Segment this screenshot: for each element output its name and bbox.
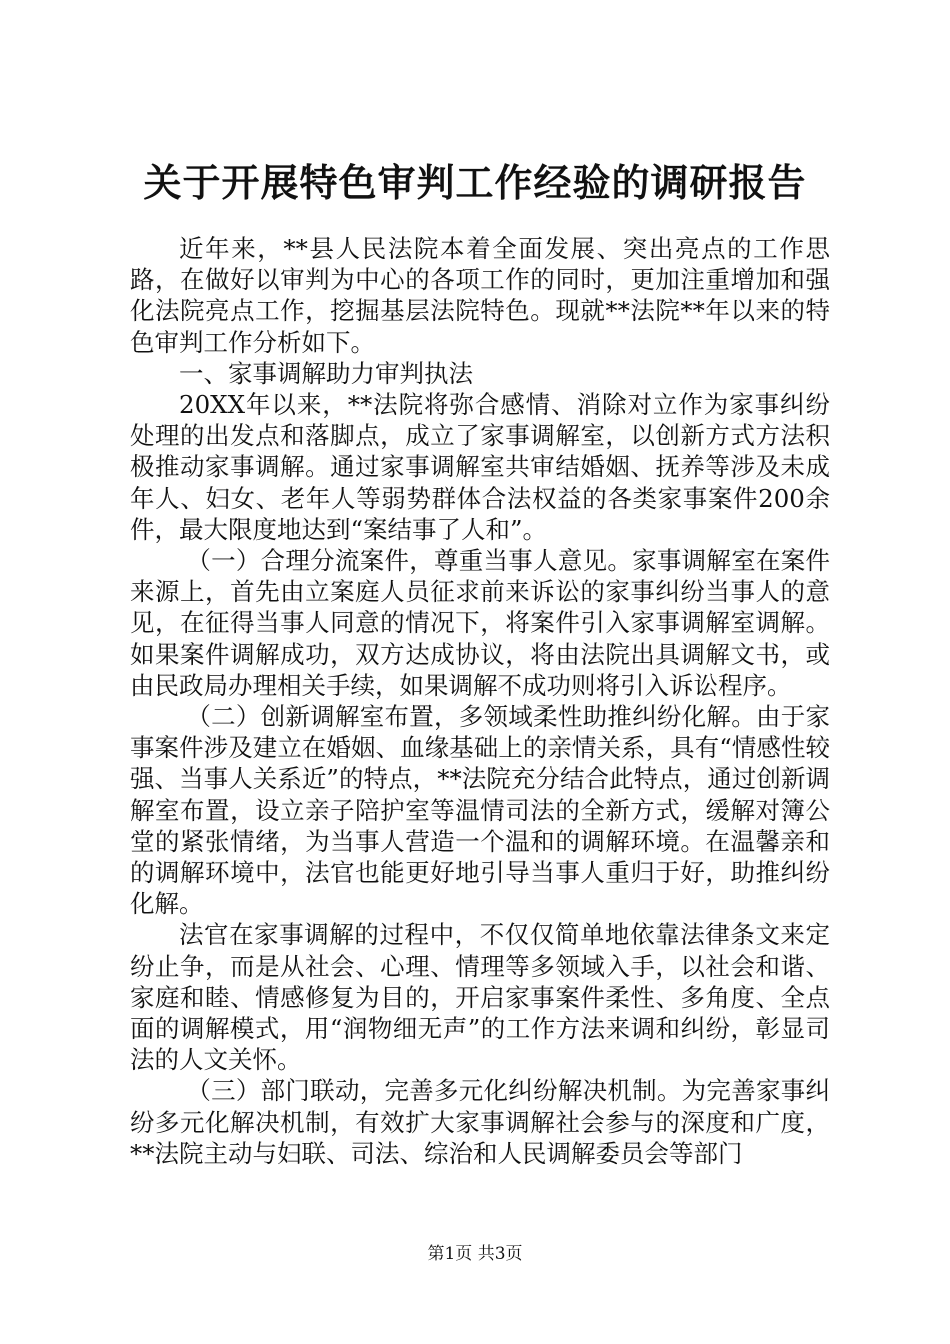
section-heading-1: 一、家事调解助力审判执法: [179, 358, 473, 388]
paragraph-intro: 近年来，**县人民法院本着全面发展、突出亮点的工作思路，在做好以审判为中心的各项工作的同时，更加注重增加和强化法院亮点工作，挖掘基层法院特色。现就**法院**年以来的特色审判工作分析如下。: [130, 234, 830, 357]
paragraph-section-1: 20XX年以来，**法院将弥合感情、消除对立作为家事纠纷处理的出发点和落脚点，成立了家事调解室，以创新方式方法积极推动家事调解。通过家事调解室共审结婚姻、抚养等涉及未成年人、妇女、老年人等弱势群体合法权益的各类家事案件200余件，最大限度地达到“案结事了人和”。: [130, 390, 830, 544]
document-title: 关于开展特色审判工作经验的调研报告: [143, 160, 807, 205]
document-body: [130, 233, 830, 1169]
page-number-footer: 第1页 共3页: [427, 1244, 523, 1264]
paragraph-subsection-2: （二）创新调解室布置，多领域柔性助推纠纷化解。由于家事案件涉及建立在婚姻、血缘基础上的亲情关系，具有“情感性较强、当事人关系近”的特点，**法院充分结合此特点，通过创新调解室布置，设立亲子陪护室等温情司法的全新方式，缓解对簿公堂的紧张情绪，为当事人营造一个温和的调解环境。在温馨亲和的调解环境中，法官也能更好地引导当事人重归于好，助推纠纷化解。: [130, 702, 830, 919]
paragraph-judge-mediation: 法官在家事调解的过程中，不仅仅简单地依靠法律条文来定纷止争，而是从社会、心理、情理等多领域入手，以社会和谐、家庭和睦、情感修复为目的，开启家事案件柔性、多角度、全点面的调解模式，用“润物细无声”的工作方法来调和纠纷，彰显司法的人文关怀。: [130, 920, 830, 1075]
paragraph-subsection-1: （一）合理分流案件，尊重当事人意见。家事调解室在案件来源上，首先由立案庭人员征求前来诉讼的家事纠纷当事人的意见，在征得当事人同意的情况下，将案件引入家事调解室调解。如果案件调解成功，双方达成协议，将由法院出具调解文书，或由民政局办理相关手续，如果调解不成功则将引入诉讼程序。: [130, 546, 830, 700]
paragraph-subsection-3: （三）部门联动，完善多元化纠纷解决机制。为完善家事纠纷多元化解决机制，有效扩大家事调解社会参与的深度和广度，**法院主动与妇联、司法、综治和人民调解委员会等部门: [130, 1076, 830, 1168]
